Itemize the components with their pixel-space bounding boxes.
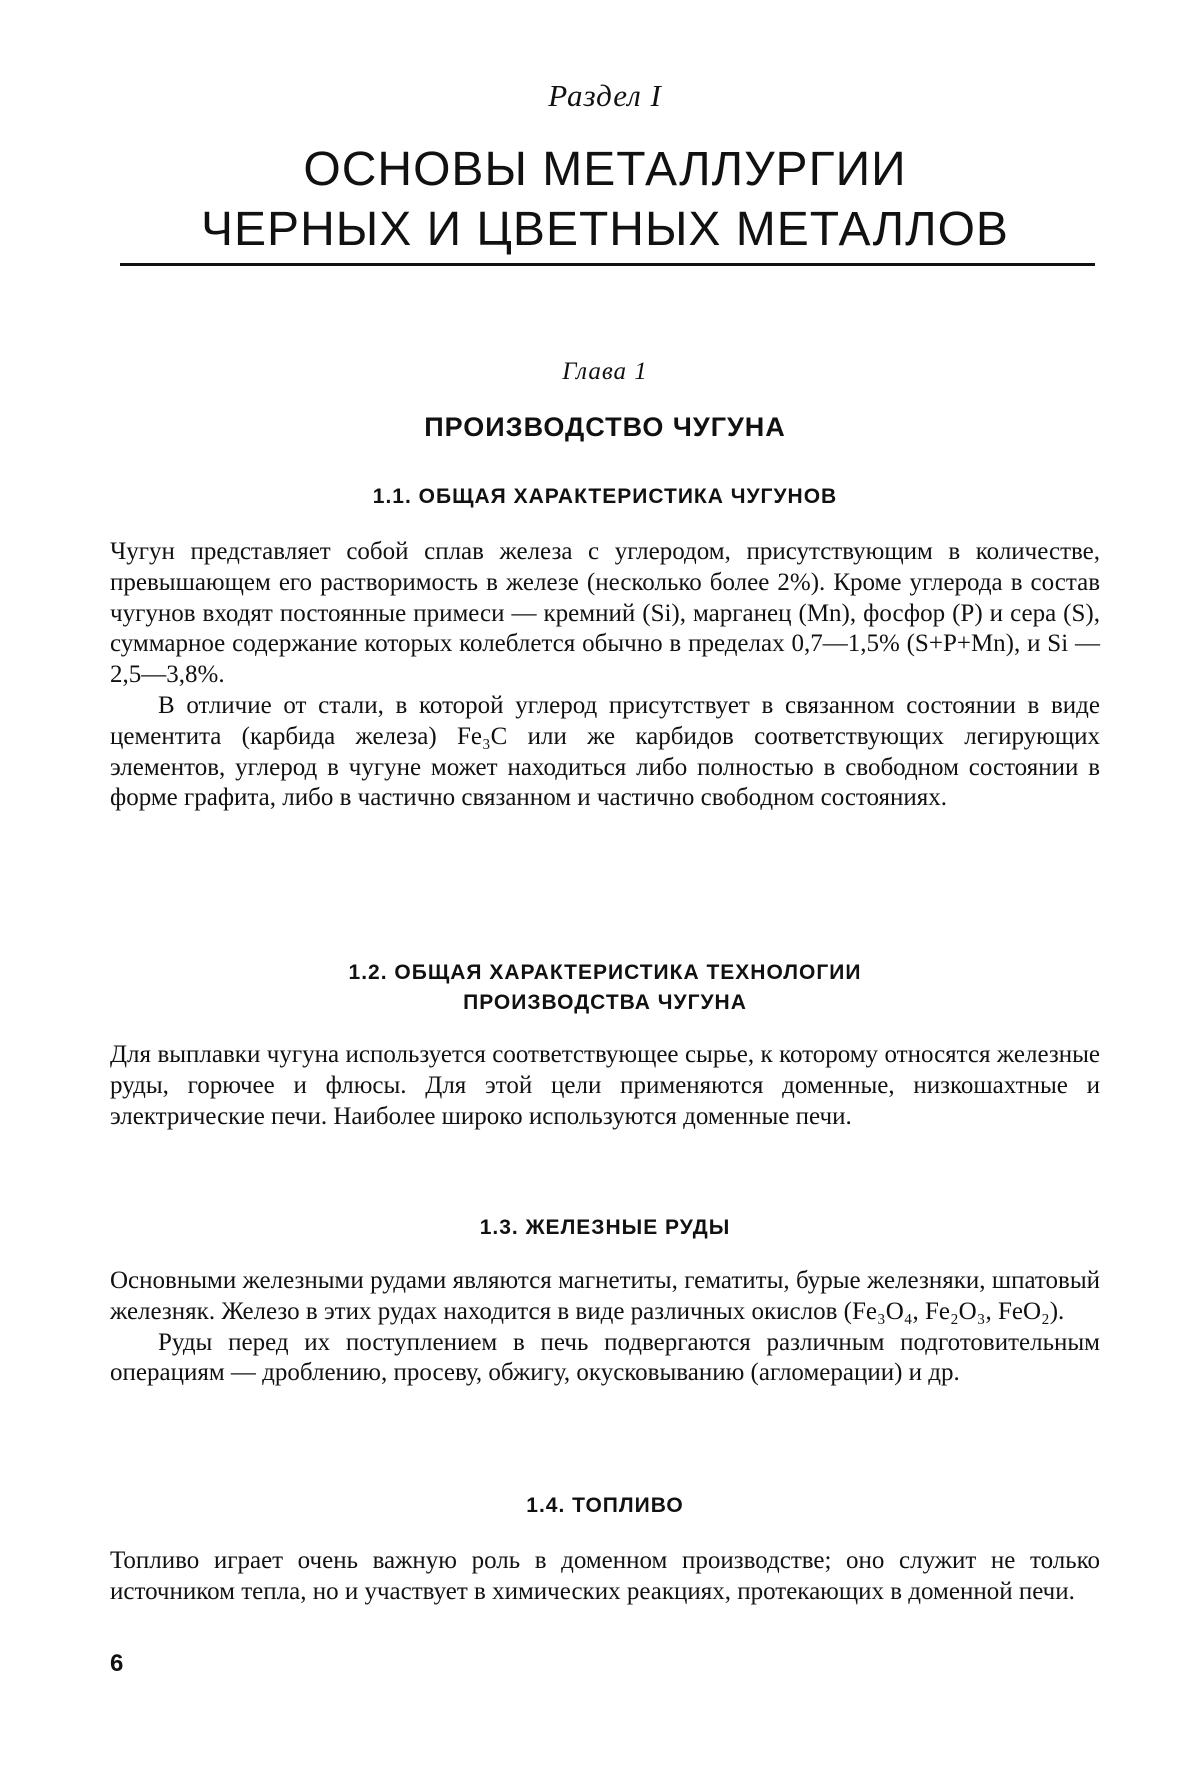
part-title-line-1: ОСНОВЫ МЕТАЛЛУРГИИ (303, 143, 907, 196)
section-heading-1-2-line-2: ПРОИЗВОДСТВА ЧУГУНА (463, 991, 747, 1014)
paragraph: Чугун представляет собой сплав железа с углеродом, присутствующим в количестве, превышающем его растворимость в железе (несколько более 2%). Кроме углерода в состав чугунов входят постоянные примеси — кремний (Si), марганец (Mn), фосфор (P) и сера (S), суммарное содержание которых колеблется обычно в пределах 0,7—1,5% (S+P+Mn), и Si — 2,5—3,8%. (110, 538, 1100, 689)
part-label: Раздел I (548, 78, 662, 113)
section-heading-1-3: 1.3. ЖЕЛЕЗНЫЕ РУДЫ (479, 1216, 731, 1239)
page-number: 6 (110, 1650, 124, 1677)
section-heading-1-2-line-1: 1.2. ОБЩАЯ ХАРАКТЕРИСТИКА ТЕХНОЛОГИИ (348, 961, 862, 984)
section-heading-1-1: 1.1. ОБЩАЯ ХАРАКТЕРИСТИКА ЧУГУНОВ (372, 485, 838, 508)
chapter-title: ПРОИЗВОДСТВО ЧУГУНА (424, 412, 786, 442)
section-body-1-1 (110, 537, 1100, 814)
paragraph: В отличие от стали, в которой углерод присутствует в связанном состоянии в виде цементита (карбида железа) Fe₃C или же карбидов соответствующих легирующих элементов, углерод в чугуне может находиться либо полностью в свободном состоянии в форме графита, либо в частично связанном и частично свободном состояниях. (110, 691, 1100, 812)
paragraph: Основными железными рудами являются магнетиты, гематиты, бурые железняки, шпатовый железняк. Железо в этих рудах находится в виде различных окислов (Fe₃O₄, Fe₂O₃, FeO₂). (110, 1267, 1100, 1325)
section-body-1-4 (110, 1546, 1100, 1608)
title-divider (120, 263, 1095, 266)
paragraph: Для выплавки чугуна используется соответствующее сырье, к которому относятся железные руды, горючее и флюсы. Для этой цели применяются доменные, низкошахтные и электрические печи. Наиболее широко используются доменные печи. (110, 1041, 1100, 1130)
book-page (110, 0, 1100, 1775)
part-title-line-2: ЧЕРНЫХ И ЦВЕТНЫХ МЕТАЛЛОВ (201, 203, 1009, 256)
section-heading-1-2 (110, 958, 1100, 1018)
chapter-label: Глава 1 (562, 358, 648, 385)
part-title (110, 140, 1100, 260)
section-heading-1-4: 1.4. ТОПЛИВО (526, 1494, 684, 1517)
paragraph: Топливо играет очень важную роль в доменном производстве; оно служит не только источником тепла, но и участвует в химических реакциях, протекающих в доменной печи. (110, 1547, 1100, 1605)
section-body-1-2 (110, 1040, 1100, 1132)
paragraph: Руды перед их поступлением в печь подвергаются различным подготовительным операциям — дроблению, просеву, обжигу, окусковыванию (агломерации) и др. (110, 1328, 1100, 1387)
section-body-1-3 (110, 1266, 1100, 1389)
